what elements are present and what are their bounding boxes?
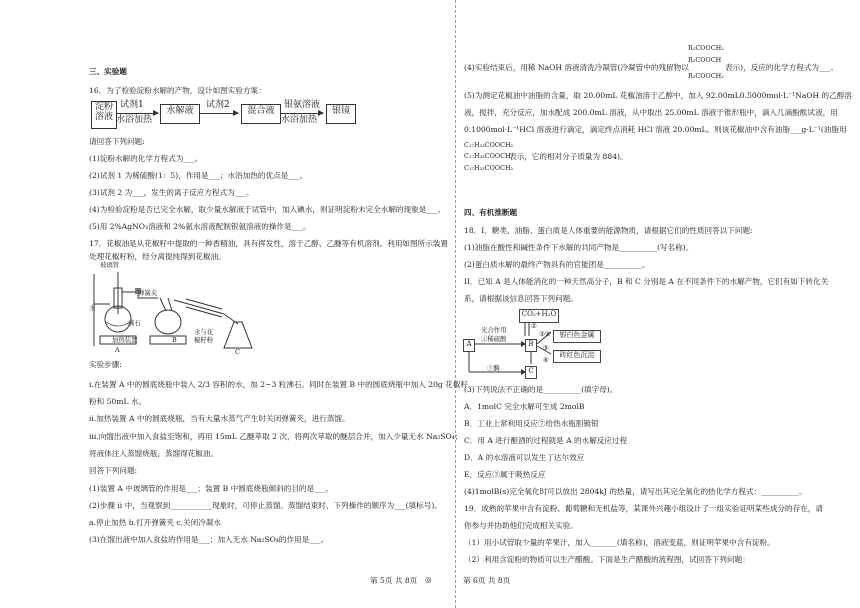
flow-arrow-1: [116, 113, 158, 114]
q17-step-4: iii.向馏出液中加入食盐至饱和，再用 15mL 乙醚萃取 2 次，将两次萃取的醚层合并，加入少量无水 Na₂SO₄；: [89, 432, 463, 441]
q17-step-2: 粉和 50mL 水。: [89, 397, 147, 406]
q19-line-2: （1）用小试管取少量的苹果汁，加入_______(填名称)，溶液变蓝，则证明苹果中含有淀粉。: [464, 538, 775, 547]
q17-5-line-2: 液，搅拌，充分反应，加水配成 200.0mL 溶液，从中取出 25.00mL 溶液于锥形瓶中，滴入几滴酚酞试液，用: [464, 108, 838, 117]
flow-reagent1: 试剂1: [120, 100, 144, 110]
label-glass-tube: 玻璃管: [100, 261, 120, 269]
box-c: C: [525, 366, 537, 379]
flow-arrow-2: [200, 113, 238, 114]
label-water: 水: [89, 304, 96, 312]
label-enzyme: ⑦酶: [487, 364, 500, 372]
q17-line-1: 处理花椒籽粉，经分离提纯得到花椒油。: [89, 252, 226, 261]
flask-c: [224, 322, 252, 348]
q19-line-3: （2）利用含淀粉的物质可以生产醋酸。下面是生产醋酸的流程图，试回答下列问题：: [464, 555, 750, 564]
ester-top-2: R₃COOCH₂: [688, 72, 724, 80]
q19-line-0: 19．成熟的苹果中含有淀粉、葡萄糖和无机盐等，某课外兴趣小组设计了一组实验证明某些成分的存在，请: [464, 504, 823, 513]
box-a: A: [463, 339, 475, 352]
box-b: B: [525, 339, 537, 352]
footer-right-page: 第 6页 共 8页: [463, 576, 511, 585]
q18-option-c: C．用 A 进行酿酒的过程就是 A 的水解反应过程: [464, 436, 628, 445]
flow-bath2: 水浴加热: [281, 115, 318, 125]
flask-b: [155, 310, 181, 334]
footer-left-page: 第 5页 共 8页: [370, 576, 418, 585]
label-stone: 沸石: [128, 319, 141, 327]
q18-3: (3)下列说法不正确的是__________(填字母)。: [464, 385, 618, 394]
q16-line-4: (4)为检验淀粉是否已完全水解，取少量水解液于试管中，加入碘水，则证明淀粉未完全水解的现象是___。: [89, 205, 446, 214]
section4-title: 四、有机推断题: [464, 208, 518, 217]
q17-step-8: (2)步骤 ii 中，当观察到___________现象时，可停止蒸馏。蒸馏结束时，下列操作的顺序为___(填标号)。: [89, 501, 442, 510]
q18-line-0: 18．I．糖类、油脂、蛋白质是人体重要的能源物质，请根据它们的性质回答以下问题:: [464, 226, 753, 235]
q19-line-1: 你参与并协助他们完成相关实验。: [464, 521, 578, 530]
flow-arrow-3: [281, 113, 323, 114]
q17-4-prefix: (4)实验结束后，用稀 NaOH 溶液清洗冷凝管(冷凝管中的残留物以: [464, 63, 689, 72]
label-n3: ③: [539, 330, 545, 338]
q16-line-3: (3)试剂 2 为___，发生的离子反应方程式为___。: [89, 188, 254, 197]
ester-bottom-0: C₁₇H₃₃COOCH₂: [464, 141, 514, 149]
label-a: A: [115, 346, 120, 354]
q18-line-3: II．已知 A 是人体能消化的一种天然高分子，B 和 C 分别是 A 在不同条件下的水解产物，它们有如下转化关: [464, 277, 829, 286]
label-c: C: [235, 348, 240, 356]
q18-4: (4)1molB(s)完全氧化时可以放出 2804kJ 的热量，请写出其完全氧化的热化学方程式：__________。: [464, 487, 807, 496]
q17-step-10: (3)在馏出液中加入食盐的作用是___；加入无水 Na₂SO₄的作用是___。: [89, 535, 329, 544]
ester-top-0: R₁COOCH₂: [688, 44, 724, 52]
q16-line-1: (1)淀粉水解的化学方程式为___。: [89, 154, 203, 163]
section3-title: 三、实验题: [89, 67, 127, 76]
q17-step-9: a.停止加热 b.打开弹簧夹 c.关闭冷凝水: [89, 518, 222, 527]
label-heating: 加热装置: [112, 336, 138, 344]
label-n6: ⑥: [543, 356, 549, 364]
flow-box-starch: 淀粉 溶液: [91, 101, 117, 129]
q16-intro: 16．为了检验淀粉水解的产物，设计如图实验方案：: [89, 86, 266, 95]
flow-reagent2: 试剂2: [206, 100, 230, 110]
q17-step-7: (1)装置 A 中玻璃管的作用是___；装置 B 中圆底烧瓶倾斜的目的是___。: [89, 484, 334, 493]
q18-option-b: B．工业上常利用反应⑦给热水瓶胆镀银: [464, 419, 599, 428]
q18-option-d: D．A 的水溶液可以发生丁达尔效应: [464, 453, 585, 462]
label-n4: ④: [545, 330, 551, 338]
q17-step-0: 实验步骤:: [89, 360, 122, 369]
box-silver-metal: 银白色金属: [553, 330, 601, 343]
label-clamp: 弹簧夹: [138, 289, 158, 297]
heater-b: [150, 336, 186, 344]
ester-top-1: R₂COOCH: [688, 56, 722, 64]
label-mix-1: 水与花: [194, 328, 214, 336]
label-photosynthesis: 光合作用: [481, 326, 507, 334]
q18-line-2: (2)蛋白质水解的最终产物具有的官能团是__________。: [464, 260, 650, 269]
q16-line-2: (2)试剂 1 为稀硫酸(1：5)，作用是___；水浴加热的优点是___。: [89, 171, 308, 180]
q17-5-line-3: 0.1000mol·L⁻¹HCl 溶液进行滴定，滴定终点消耗 HCl 溶液 20.00mL。则该花椒油中含有油脂___g·L⁻¹(油脂用: [464, 125, 847, 134]
q16-line-0: 请回答下列问题:: [89, 137, 145, 146]
q17-line-0: 17．花椒油是从花椒籽中提取的一种香精油，具有挥发性，溶于乙醇、乙醚等有机溶剂。利用如图所示装置: [89, 239, 448, 248]
flow-box-hydrolysate: 水解液: [160, 104, 200, 124]
q16-line-5: (5)用 2%AgNO₃溶液和 2%氨水溶液配制银氨溶液的操作是___。: [89, 222, 311, 231]
q17-step-5: 将液体注入蒸馏烧瓶，蒸馏得花椒油。: [89, 449, 219, 458]
flow-box-mirror: 银镜: [326, 104, 356, 124]
page-divider: [455, 0, 456, 608]
box-red-precipitate: 砖红色沉淀: [553, 350, 601, 363]
q17-4-suffix: 表示)，反应的化学方程式为___。: [725, 63, 839, 72]
q17-step-6: 回答下列问题:: [89, 466, 138, 475]
q17-step-1: i.在装置 A 中的圆底烧瓶中装入 2/3 容积的水，加 2~3 粒沸石。同时在装置 B 中的圆底烧瓶中加入 20g 花椒籽: [89, 380, 468, 389]
flow-bath1: 水浴加热: [116, 115, 153, 125]
label-n5: ⑤: [543, 344, 549, 352]
q17-step-3: ii.加热装置 A 中的圆底烧瓶，当有大量水蒸气产生时关闭弹簧夹，进行蒸馏。: [89, 414, 350, 423]
q18-line-1: (1)油脂在酸性和碱性条件下水解的共同产物是__________(写名称)。: [464, 243, 694, 252]
label-b: B: [172, 336, 177, 344]
q18-option-e: E．反应③属于吸热反应: [464, 470, 546, 479]
flow-silver-ammonia: 银氨溶液: [284, 100, 321, 110]
q17-5-line-1: (5)为测定花椒油中油脂的含量，取 20.00mL 花椒油溶于乙醇中，加入 92.00mL0.5000mol·L⁻¹NaOH 的乙醇溶: [464, 91, 852, 100]
q18-line-4: 系，请根据该信息回答下列问题。: [464, 294, 578, 303]
ester-bottom-1: C₁₇H₃₃COOCH: [464, 152, 511, 160]
flow-box-mixture: 混合液: [241, 104, 281, 124]
label-acid: ①稀硫酸: [481, 335, 507, 343]
box-co2: CO₂+H₂O: [519, 309, 559, 323]
label-mix-2: 椒籽粉: [194, 336, 214, 344]
q18-option-a: A．1molC 完全水解可生成 2molB: [464, 402, 585, 411]
q17-5-line-4: 表示，它的相对分子质量为 884)。: [509, 152, 628, 161]
label-n2: ②: [531, 322, 537, 330]
center-mark: ◎: [425, 575, 432, 584]
ester-bottom-2: C₁₇H₃₃COOCH₂: [464, 164, 514, 172]
